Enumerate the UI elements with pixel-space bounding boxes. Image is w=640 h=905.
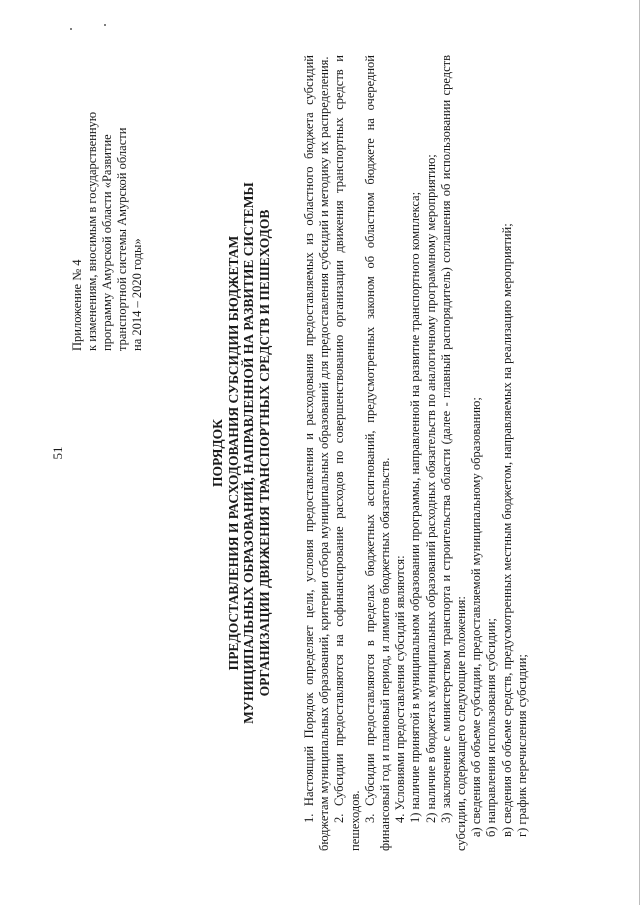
paragraph: 4. Условиями предоставления субсидий являются: — [393, 554, 408, 823]
title-line-4: ОРГАНИЗАЦИИ ДВИЖЕНИЯ ТРАНСПОРТНЫХ СРЕДСТВ И ПЕШЕХОДОВ — [256, 209, 272, 696]
title-line-3: МУНИЦИПАЛЬНЫХ ОБРАЗОВАНИЙ, НАПРАВЛЕННОЙ НА РАЗВИТИЕ СИСТЕМЫ — [241, 181, 256, 724]
title-line-2: ПРЕДОСТАВЛЕНИЯ И РАСХОДОВАНИЯ СУБСИДИИ БЮДЖЕТАМ — [225, 235, 241, 670]
list-item: б) направления использования субсидии; — [484, 617, 499, 837]
paragraph: 3. Субсидии предоставляются в пределах бюджетных ассигнований, предусмотренных законом об областном бюджете на очередной финансовый год и плановый период, и лимитов бюджетных обязательств. — [362, 54, 393, 851]
list-item: в) сведения об объеме средств, предусмотренных местным бюджетом, направляемых на реализацию мероприятий; — [499, 222, 514, 837]
scan-speck — [104, 24, 106, 26]
paragraph: 1) наличие принятой в муниципальном образовании программы, направленной на развитие транспортного комплекса; — [408, 191, 423, 823]
page-number: 51 — [50, 446, 65, 459]
document-page — [40, 43, 600, 863]
appendix-line-3: программу Амурской области «Развитие — [100, 133, 114, 351]
title-line-1: ПОРЯДОК — [210, 418, 225, 487]
paragraph: 1. Настоящий Порядок определяет цели, условия предоставления и расходования предоставляемых из областного бюджета субсидий бюджетам муниципальных образований, критерии отбора муниципальных образований для предоставления субсидий и методику их распределения. — [302, 54, 332, 851]
paragraph: 3) заключение с министерством транспорта и строительства области (далее - главный распорядитель) соглашения об использовании средств субсидии, содержащего следующие положения: — [438, 54, 469, 851]
appendix-line-1: Приложение № 4 — [70, 258, 84, 351]
document-title — [210, 53, 272, 853]
appendix-line-4: транспортной системы Амурской области — [115, 127, 129, 351]
appendix-line-5: на 2014 – 2020 годы» — [130, 237, 144, 351]
paragraph: 2) наличие в бюджетах муниципальных образований расходных обязательств по аналогичному программному мероприятию; — [423, 153, 438, 823]
scan-speck — [70, 28, 72, 30]
document-body — [302, 55, 530, 851]
appendix-line-2: к изменениям, вносимым в государственную — [85, 111, 99, 351]
list-item: а) сведения об объеме субсидии, предоставляемой муниципальному образованию; — [469, 396, 484, 837]
paragraph: 2. Субсидии предоставляются на софинансирование расходов по совершенствованию организации движения транспортных средств и пешеходов. — [332, 54, 362, 851]
appendix-header — [70, 51, 145, 351]
list-item: г) график перечисления субсидии; — [514, 653, 529, 837]
